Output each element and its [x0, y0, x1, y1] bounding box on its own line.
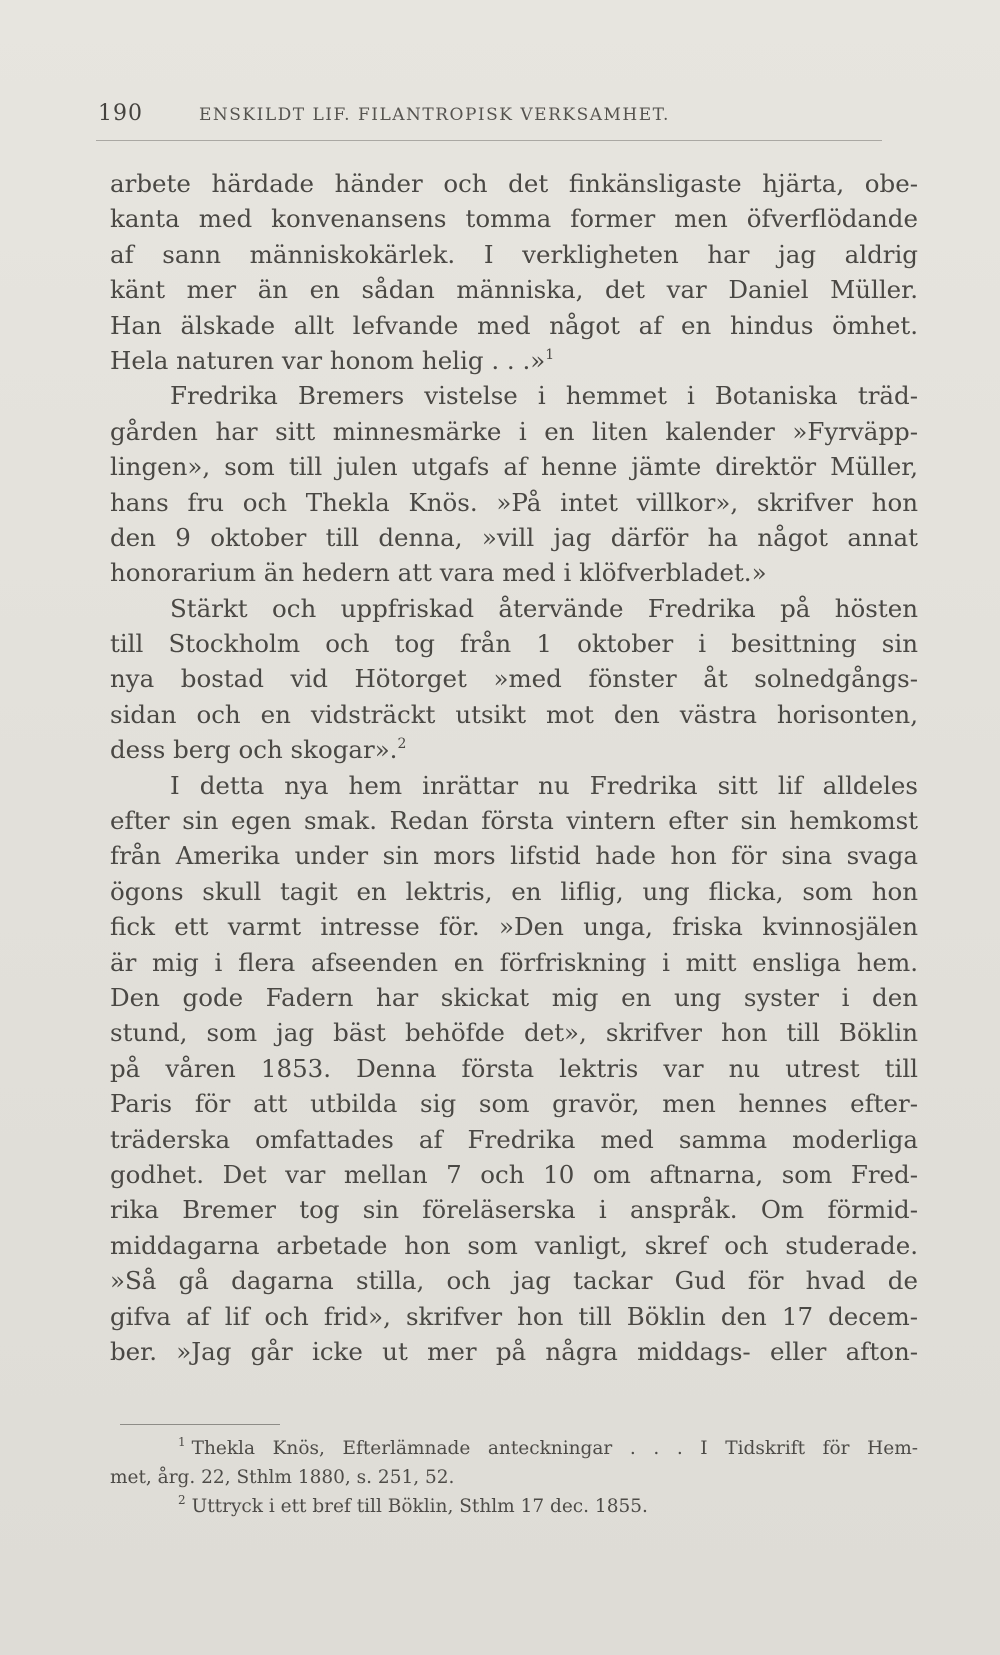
footnote-text: Uttryck i ett bref till Böklin, Sthlm 17 dec. 1855. [191, 1496, 648, 1517]
footnote-text: Thekla Knös, Efterlämnade anteckningar . . . I Tidskrift för Hem- [191, 1438, 918, 1459]
text-line: Han älskade allt lefvande med något af en hindus ömhet. [110, 310, 918, 340]
text-line-content: Hela naturen var honom helig . . .» [110, 345, 546, 375]
text-line: är mig i flera afseenden en förfriskning i mitt ensliga hem. [110, 947, 918, 977]
footnote-marker: 2 [178, 1493, 186, 1507]
body-text [110, 166, 918, 1369]
text-line: fick ett varmt intresse för. »Den unga, friska kvinnosjälen [110, 912, 918, 942]
text-line: Paris för att utbilda sig som gravör, men hennes efter- [110, 1089, 918, 1119]
footnote-2 [110, 1492, 918, 1521]
text-line: Stärkt och uppfriskad återvände Fredrika på hösten [170, 593, 918, 623]
text-line-content: dess berg och skogar». [110, 735, 398, 765]
text-line: rika Bremer tog sin föreläserska i anspråk. Om förmid- [110, 1195, 918, 1225]
text-line: efter sin egen smak. Redan första vintern efter sin hemkomst [110, 806, 918, 836]
text-line: gården har sitt minnesmärke i en liten kalender »Fyrväpp- [110, 416, 918, 446]
text-line: »Så gå dagarna stilla, och jag tackar Gud för hvad de [110, 1266, 918, 1296]
text-line: den 9 oktober till denna, »vill jag därför ha något annat [110, 522, 918, 552]
page-header [98, 101, 898, 131]
footnote-reference: 2 [397, 736, 407, 753]
footnotes [110, 1434, 918, 1521]
text-line: gifva af lif och frid», skrifver hon till Böklin den 17 decem- [110, 1301, 918, 1331]
text-line: från Amerika under sin mors lifstid hade hon för sina svaga [110, 841, 918, 871]
footnote-1 [110, 1434, 918, 1463]
text-line: träderska omfattades af Fredrika med samma moderliga [110, 1124, 918, 1154]
footnote-rule [120, 1424, 280, 1425]
footnote-marker: 1 [178, 1435, 186, 1449]
footnote-reference: 1 [545, 346, 555, 363]
text-line: till Stockholm och tog från 1 oktober i besittning sin [110, 629, 918, 659]
text-line: honorarium än hedern att vara med i klöfverbladet.» [110, 558, 767, 588]
text-line: känt mer än en sådan människa, det var Daniel Müller. [110, 275, 918, 305]
header-rule [96, 140, 882, 141]
text-line: nya bostad vid Hötorget »med fönster åt solnedgångs- [110, 664, 918, 694]
text-line: ber. »Jag går icke ut mer på några middags- eller afton- [110, 1336, 918, 1366]
text-line: af sann människokärlek. I verkligheten har jag aldrig [110, 239, 918, 269]
footnote-1-continued: met, årg. 22, Sthlm 1880, s. 251, 52. [110, 1467, 455, 1488]
text-line: på våren 1853. Denna första lektris var nu utrest till [110, 1053, 918, 1083]
text-line: kanta med konvenansens tomma former men öfverflödande [110, 204, 918, 234]
text-line: Fredrika Bremers vistelse i hemmet i Botaniska träd- [170, 381, 918, 411]
page-number: 190 [98, 101, 143, 126]
text-line [110, 732, 918, 767]
running-head: ENSKILDT LIF. FILANTROPISK VERKSAMHET. [199, 105, 670, 125]
text-line: Den gode Fadern har skickat mig en ung syster i den [110, 982, 918, 1012]
text-line: lingen», som till julen utgafs af henne jämte direktör Müller, [110, 452, 918, 482]
text-line: hans fru och Thekla Knös. »På intet villkor», skrifver hon [110, 487, 918, 517]
text-line [110, 343, 918, 378]
text-line: arbete härdade händer och det finkänsligaste hjärta, obe- [110, 169, 918, 198]
text-line: stund, som jag bäst behöfde det», skrifver hon till Böklin [110, 1018, 918, 1048]
text-line: middagarna arbetade hon som vanligt, skref och studerade. [110, 1230, 918, 1260]
text-line: I detta nya hem inrättar nu Fredrika sitt lif alldeles [170, 770, 918, 800]
text-line: sidan och en vidsträckt utsikt mot den västra horisonten, [110, 699, 918, 729]
text-line: godhet. Det var mellan 7 och 10 om aftnarna, som Fred- [110, 1159, 918, 1189]
text-line: ögons skull tagit en lektris, en liflig, ung flicka, som hon [110, 876, 918, 906]
